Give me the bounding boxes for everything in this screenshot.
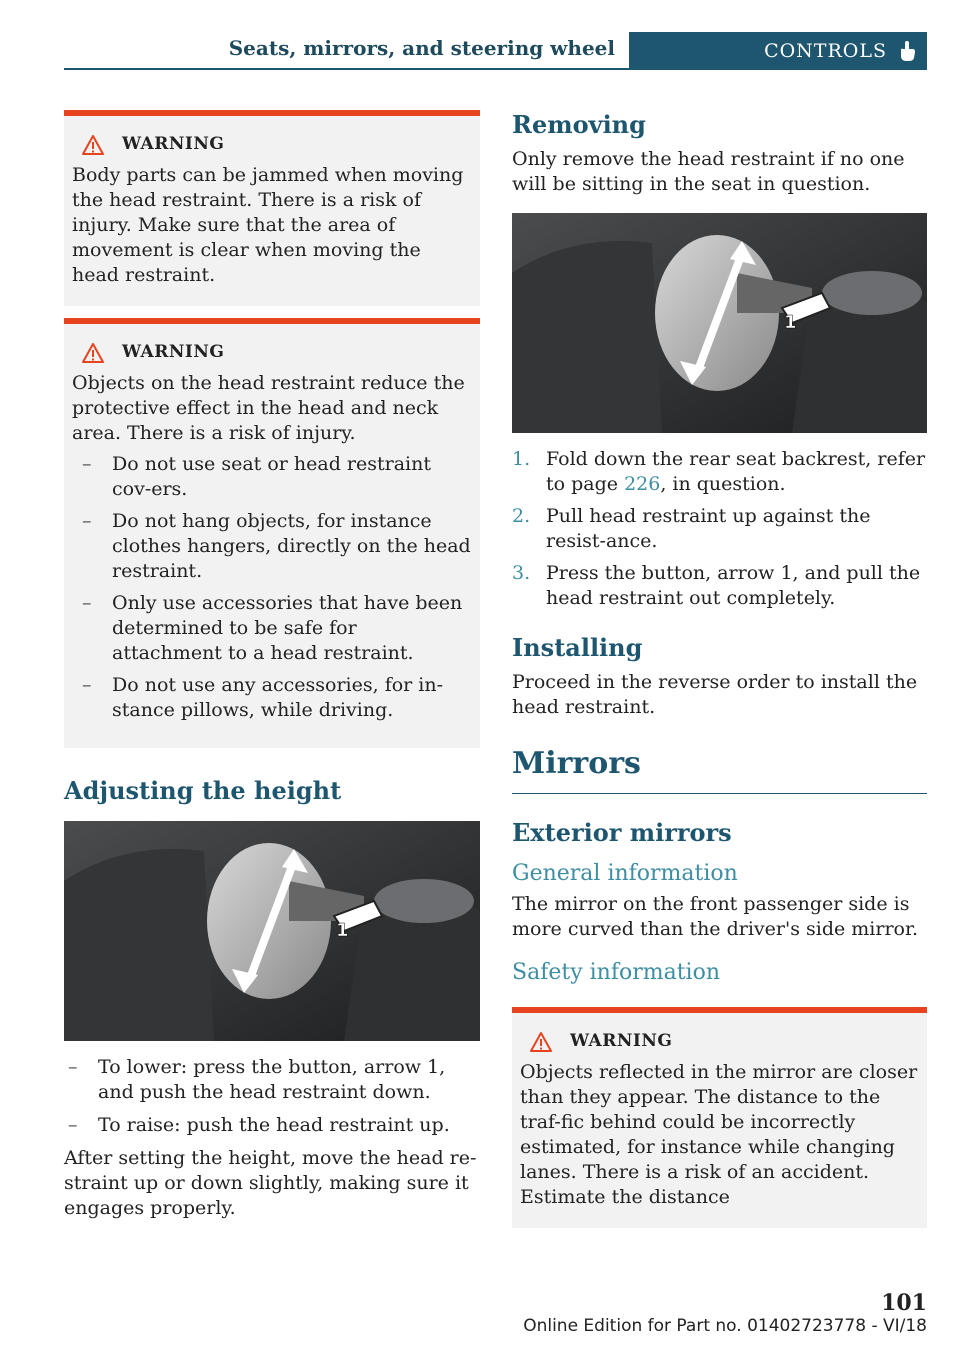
page-header [64,32,927,70]
warning-text: Body parts can be jammed when moving the head restraint. There is a risk of injury. Make sure that the area of movement is clear when moving the head restraint. [72,164,464,286]
list-item [512,561,927,611]
warning-label: WARNING [570,1031,673,1051]
hand-pointer-icon [897,40,917,62]
page-number: 101 [881,1290,927,1316]
header-section-title: Seats, mirrors, and steering wheel [228,36,615,60]
section-heading-adjusting: Adjusting the height [64,776,342,805]
general-information-text: The mirror on the front passenger side is more curved than the driver's side mirror. [512,893,918,940]
page-link-226[interactable]: 226 [624,473,661,495]
section-heading-removing: Removing [512,110,646,139]
subheading-general-information: General information [512,861,738,886]
callout-number: 1 [336,920,349,941]
warning-triangle-icon [530,1032,552,1052]
warning-heading [72,340,472,365]
warning-label: WARNING [122,134,225,154]
section-heading-installing: Installing [512,633,643,662]
installing-text: Proceed in the reverse order to install the head restraint. [512,671,918,718]
chapter-heading-mirrors: Mirrors [512,746,927,794]
warning-list [72,452,472,723]
warning-box-objects [64,318,480,748]
removing-steps [512,447,927,611]
warning-heading [520,1029,919,1054]
step-text: Pull head restraint up against the resist-ance. [546,505,871,552]
left-column [64,110,480,1231]
subheading-safety-information: Safety information [512,960,720,985]
list-item: – To raise: push the head restraint up. [64,1113,480,1138]
footer-edition [0,1316,927,1336]
section-heading-exterior-mirrors: Exterior mirrors [512,818,732,847]
step-text: Fold down the rear seat backrest, refer to page [546,448,926,495]
header-chapter-tab [629,32,927,70]
callout-number: 1 [784,312,797,333]
list-item: – Do not hang objects, for instance clothes hangers, directly on the head restraint. [72,509,472,584]
head-restraint-adjust-photo [64,821,480,1041]
list-item [512,504,927,554]
step-text-end: , in question. [660,473,786,495]
warning-box-mirrors [512,1007,927,1228]
list-item [512,447,927,497]
removing-intro: Only remove the head restraint if no one will be sitting in the seat in question. [512,148,905,195]
warning-box-jamming [64,110,480,306]
warning-triangle-icon [82,135,104,155]
warning-label: WARNING [122,342,225,362]
step-number: 3. [512,562,531,584]
list-item: – To lower: press the button, arrow 1, and push the head restraint down. [64,1055,480,1105]
list-item: – Only use accessories that have been determined to be safe for attachment to a head restraint. [72,591,472,666]
adjust-after-text: After setting the height, move the head re-straint up or down slightly, making sure it engages properly. [64,1147,477,1219]
step-number: 2. [512,505,531,527]
warning-text: Objects on the head restraint reduce the protective effect in the head and neck area. There is a risk of injury. [72,372,465,444]
step-text: Press the button, arrow 1, and pull the head restraint out completely. [546,562,921,609]
list-item: – Do not use any accessories, for in-stance pillows, while driving. [72,673,472,723]
step-number: 1. [512,448,531,470]
warning-text: Objects reflected in the mirror are closer than they appear. The distance to the traf-fic behind could be incorrectly estimated, for instance while changing lanes. There is a risk of an accident. Estimate the distance [520,1061,918,1208]
adjust-list [64,1055,480,1138]
list-item: – Do not use seat or head restraint cov-ers. [72,452,472,502]
header-chapter-label: CONTROLS [764,40,887,62]
footer-edition-text: Online Edition for Part no. 01402723778 - VI/18 [523,1316,927,1336]
head-restraint-remove-photo [512,213,927,433]
header-rule [64,68,927,70]
warning-heading [72,132,472,157]
right-column [512,110,927,1240]
warning-triangle-icon [82,343,104,363]
